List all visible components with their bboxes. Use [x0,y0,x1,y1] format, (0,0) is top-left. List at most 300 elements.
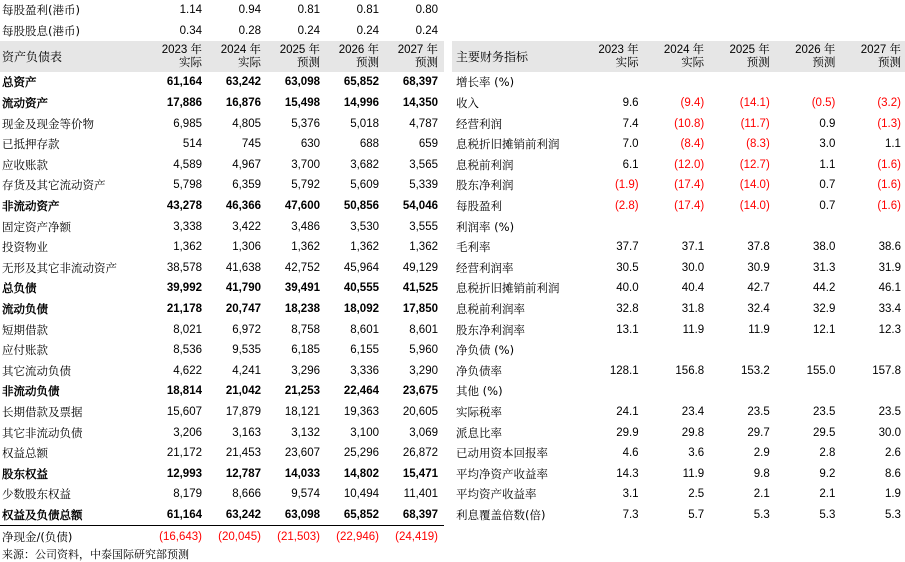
value-cell: 3,336 [350,364,379,377]
value-cell: 8,601 [409,323,438,336]
value-cell: (0.5) [811,97,836,110]
value-cell: 12,993 [166,467,202,480]
value-cell: (12.0) [674,158,705,171]
value-cell: 40.0 [616,282,639,295]
value-cell: 47,600 [284,200,320,213]
value-cell: 1.1 [819,158,836,171]
year-label: 2025 年 [729,43,770,56]
value-cell: 9.8 [753,467,770,480]
value-cell: 3,296 [291,364,320,377]
value-cell: 0.28 [238,24,261,37]
value-cell: (16,643) [159,530,202,543]
indicator-row [452,463,905,484]
value-cell: (1.6) [877,200,901,213]
value-cell: (17.4) [674,179,705,192]
value-cell: 5,339 [409,179,438,192]
value-cell: 8,021 [173,323,202,336]
balance-sheet-row [0,134,444,155]
value-cell: 1.1 [884,138,901,151]
value-cell: 2.5 [688,488,705,501]
value-cell: (14.0) [739,200,770,213]
value-cell: 3,555 [409,220,438,233]
value-cell: 3,132 [291,426,320,439]
value-cell: 21,253 [284,385,320,398]
value-cell: (8.4) [680,138,705,151]
row-label: 派息比率 [456,425,502,440]
row-label: 收入 [456,96,479,111]
value-cell: 3,700 [291,158,320,171]
indicator-row [452,422,905,443]
value-cell: 0.80 [415,4,438,17]
value-cell: 6.1 [622,158,639,171]
value-cell: 61,164 [166,508,202,521]
header-title: 资产负债表 [2,50,63,65]
year-type-label: 预测 [415,56,438,69]
value-cell: 44.2 [812,282,836,295]
value-cell: 23,675 [402,385,438,398]
value-cell: (11.7) [740,117,770,130]
value-cell: 5.3 [753,508,770,521]
value-cell: 38.6 [878,241,901,254]
header-year-cell [839,44,905,70]
row-label: 总资产 [2,75,37,90]
value-cell: 18,238 [284,303,320,316]
value-cell: (1.6) [877,179,901,192]
value-cell: 6,359 [232,179,261,192]
header-year-cell [643,44,709,70]
value-cell: 9.2 [819,467,836,480]
value-cell: 514 [182,138,202,151]
value-cell: (17.4) [674,200,705,213]
value-cell: 5,798 [173,179,202,192]
value-cell: 68,397 [402,76,438,89]
indicator-row [452,299,905,320]
indicator-row [452,216,905,237]
value-cell: (1.9) [614,179,639,192]
value-cell: 46.1 [878,282,901,295]
value-cell: 23.5 [812,405,836,418]
value-cell: 38,578 [166,261,202,274]
row-label: 非流动负债 [2,384,60,399]
value-cell: 2.6 [884,447,901,460]
value-cell: 18,092 [343,303,379,316]
value-cell: 155.0 [806,364,836,377]
value-cell: 37.1 [681,241,705,254]
net-cash-row [0,526,444,547]
balance-sheet-row [0,319,444,340]
indicators-header [452,41,905,72]
value-cell: 10,494 [343,488,379,501]
indicator-row [452,505,905,526]
row-label: 毛利率 [456,240,491,255]
row-label: 无形及其它非流动资产 [2,260,117,275]
value-cell: 156.8 [675,364,705,377]
value-cell: 0.34 [179,24,202,37]
year-label: 2026 年 [338,43,379,56]
indicator-row [452,93,905,114]
value-cell: 5.3 [819,508,836,521]
balance-sheet-row [0,155,444,176]
row-label: 已抵押存款 [2,137,60,152]
year-type-label: 预测 [297,56,320,69]
value-cell: 18,121 [284,405,320,418]
value-cell: (20,045) [218,530,261,543]
value-cell: 659 [418,138,438,151]
value-cell: 0.7 [819,179,836,192]
row-label: 经营利润 [456,116,502,131]
header-year-cell [708,44,774,70]
year-type-label: 预测 [877,56,901,69]
value-cell: 0.24 [356,24,379,37]
value-cell: 14,033 [284,467,320,480]
value-cell: 11.9 [748,323,770,336]
value-cell: 3,486 [291,220,320,233]
value-cell: 4,967 [232,158,261,171]
balance-sheet-table [0,0,444,547]
value-cell: 31.9 [878,261,901,274]
row-label: 平均净资产收益率 [456,466,548,481]
row-label: 现金及现金等价物 [2,116,94,131]
row-label: 存货及其它流动资产 [2,178,106,193]
row-label: 股东净利润 [456,178,514,193]
row-label: 其它非流动负债 [2,425,83,440]
indicator-row [452,319,905,340]
value-cell: 14,350 [402,97,438,110]
header-year-cell [774,44,840,70]
year-type-label: 实际 [238,56,261,69]
value-cell: 42.7 [747,282,770,295]
year-label: 2024 年 [663,43,705,56]
value-cell: 63,098 [284,76,320,89]
value-cell: 3,163 [232,426,261,439]
value-cell: 0.24 [415,24,438,37]
value-cell: 42,752 [284,261,320,274]
value-cell: 4,787 [409,117,438,130]
value-cell: 9.6 [622,97,639,110]
value-cell: 11,401 [403,488,438,501]
value-cell: 4,589 [173,158,202,171]
value-cell: 8,666 [232,488,261,501]
row-label: 非流动资产 [2,199,60,214]
header-year-cell [577,44,643,70]
value-cell: 30.9 [747,261,770,274]
value-cell: 3.0 [819,138,836,151]
value-cell: 12.3 [878,323,901,336]
value-cell: 18,814 [166,385,202,398]
value-cell: 4,805 [232,117,261,130]
balance-sheet-row [0,361,444,382]
value-cell: 45,964 [343,261,379,274]
value-cell: 30.0 [878,426,901,439]
value-cell: 3,290 [409,364,438,377]
value-cell: 7.4 [622,117,639,130]
balance-sheet-row [0,216,444,237]
value-cell: 29.5 [812,426,836,439]
value-cell: 63,242 [225,508,261,521]
value-cell: 5,960 [409,344,438,357]
value-cell: 6,985 [173,117,202,130]
balance-sheet-header [0,41,444,72]
header-year-cell [265,44,324,70]
value-cell: 5,376 [291,117,320,130]
row-label: 利润率 (%) [456,219,515,234]
value-cell: 0.81 [297,4,320,17]
indicator-row [452,175,905,196]
value-cell: 63,098 [284,508,320,521]
year-label: 2024 年 [220,43,261,56]
value-cell: 0.81 [356,4,379,17]
row-label: 其它流动负债 [2,363,71,378]
balance-sheet-row [0,93,444,114]
value-cell: 17,886 [166,97,202,110]
year-type-label: 预测 [812,56,836,69]
indicator-row [452,258,905,279]
value-cell: 29.7 [747,426,770,439]
value-cell: 9,535 [232,344,261,357]
year-type-label: 预测 [746,56,770,69]
value-cell: (12.7) [739,158,770,171]
year-label: 2026 年 [795,43,836,56]
value-cell: 20,747 [225,303,261,316]
balance-sheet-row [0,175,444,196]
balance-sheet-row [0,422,444,443]
value-cell: 3,338 [173,220,202,233]
value-cell: 30.0 [681,261,705,274]
year-label: 2023 年 [161,43,202,56]
value-cell: (14.0) [739,179,770,192]
row-label: 应收账款 [2,157,48,172]
value-cell: 1.14 [179,4,202,17]
year-type-label: 实际 [681,56,705,69]
value-cell: 41,525 [402,282,438,295]
value-cell: 0.94 [238,4,261,17]
value-cell: 5,792 [291,179,320,192]
row-label: 权益及负债总额 [2,507,83,522]
source-note: 来源：公司资料，中泰国际研究部预测 [2,548,189,561]
value-cell: 745 [241,138,261,151]
value-cell: 23.5 [747,405,770,418]
value-cell: 1,362 [350,241,379,254]
row-label: 每股盈利(港币) [2,3,80,18]
value-cell: 32.4 [747,303,770,316]
indicator-row [452,113,905,134]
value-cell: 33.4 [878,303,901,316]
value-cell: 39,992 [166,282,202,295]
value-cell: 15,498 [284,97,320,110]
row-label: 息税前利润率 [456,302,525,317]
year-type-label: 预测 [356,56,379,69]
value-cell: 32.8 [616,303,639,316]
value-cell: 20,605 [402,405,438,418]
value-cell: (8.3) [746,138,770,151]
row-label: 息税前利润 [456,157,514,172]
value-cell: 5,018 [350,117,379,130]
value-cell: 3,206 [173,426,202,439]
value-cell: 9,574 [291,488,320,501]
value-cell: 6,185 [291,344,320,357]
value-cell: 37.7 [616,241,639,254]
value-cell: 38.0 [812,241,836,254]
value-cell: 8,758 [291,323,320,336]
eps-dps-row [0,0,444,21]
eps-dps-row [0,21,444,42]
value-cell: (2.8) [614,200,639,213]
value-cell: 31.8 [681,303,705,316]
value-cell: 0.7 [819,200,836,213]
balance-sheet-row [0,381,444,402]
indicator-row [452,402,905,423]
value-cell: 14,996 [343,97,379,110]
balance-sheet-row [0,258,444,279]
balance-sheet-row [0,484,444,505]
value-cell: 1,362 [291,241,320,254]
row-label: 每股股息(港币) [2,23,80,38]
header-year-cell [383,44,442,70]
value-cell: 1.9 [884,488,901,501]
value-cell: 41,790 [225,282,261,295]
value-cell: 6,155 [350,344,379,357]
value-cell: 128.1 [609,364,639,377]
value-cell: 21,042 [225,385,261,398]
value-cell: 12.1 [812,323,836,336]
indicator-row [452,134,905,155]
value-cell: 29.8 [681,426,705,439]
balance-sheet-row [0,463,444,484]
value-cell: 8,179 [173,488,202,501]
value-cell: 11.9 [682,323,705,336]
indicator-row [452,155,905,176]
value-cell: 4,622 [173,364,202,377]
value-cell: 26,872 [402,447,438,460]
value-cell: 17,850 [402,303,438,316]
value-cell: 1,362 [173,241,202,254]
value-cell: 3,069 [409,426,438,439]
row-label: 股东权益 [2,466,48,481]
indicator-row [452,381,905,402]
row-label: 息税折旧摊销前利润 [456,281,560,296]
value-cell: 21,453 [225,447,261,460]
balance-sheet-row [0,72,444,93]
value-cell: 39,491 [284,282,320,295]
row-label: 净负债 (%) [456,343,515,358]
value-cell: 11.9 [682,467,705,480]
value-cell: 65,852 [343,76,379,89]
value-cell: 63,242 [225,76,261,89]
value-cell: 8,536 [173,344,202,357]
row-label: 净现金/(负债) [2,529,73,544]
value-cell: 41,638 [225,261,261,274]
balance-sheet-row [0,237,444,258]
value-cell: 17,879 [225,405,261,418]
row-label: 息税折旧摊销前利润 [456,137,560,152]
value-cell: (10.8) [674,117,705,130]
indicator-row [452,340,905,361]
value-cell: 49,129 [402,261,438,274]
year-type-label: 实际 [615,56,639,69]
value-cell: (1.3) [877,117,901,130]
header-year-cell [324,44,383,70]
value-cell: 43,278 [166,200,202,213]
balance-sheet-row [0,340,444,361]
value-cell: 3,682 [350,158,379,171]
balance-sheet-row [0,299,444,320]
value-cell: 50,856 [343,200,379,213]
value-cell: 5,609 [350,179,379,192]
key-financial-indicators-table [452,0,905,525]
row-label: 股东净利润率 [456,322,525,337]
value-cell: 30.5 [616,261,639,274]
row-label: 应付账款 [2,343,48,358]
value-cell: 40.4 [681,282,705,295]
balance-sheet-row [0,278,444,299]
value-cell: 688 [359,138,379,151]
value-cell: 21,172 [166,447,202,460]
value-cell: 6,972 [232,323,261,336]
value-cell: 65,852 [343,508,379,521]
value-cell: 22,464 [343,385,379,398]
value-cell: 4,241 [232,364,261,377]
value-cell: 8,601 [350,323,379,336]
value-cell: (22,946) [336,530,379,543]
value-cell: 4.6 [622,447,639,460]
value-cell: 31.3 [812,261,836,274]
value-cell: 46,366 [225,200,261,213]
value-cell: 12,787 [225,467,261,480]
value-cell: 15,607 [166,405,202,418]
year-label: 2025 年 [279,43,320,56]
value-cell: (9.4) [680,97,705,110]
value-cell: 3,565 [409,158,438,171]
row-label: 固定资产净额 [2,219,71,234]
value-cell: 13.1 [616,323,639,336]
indicator-row [452,72,905,93]
value-cell: 153.2 [741,364,770,377]
row-label: 平均资产收益率 [456,487,537,502]
value-cell: (21,503) [277,530,320,543]
header-title: 主要财务指标 [456,50,529,65]
value-cell: 37.8 [747,241,770,254]
row-label: 经营利润率 [456,260,514,275]
value-cell: 2.1 [753,488,770,501]
value-cell: 5.3 [884,508,901,521]
balance-sheet-row [0,505,444,527]
indicator-row [452,237,905,258]
year-type-label: 实际 [179,56,202,69]
value-cell: 40,555 [343,282,379,295]
value-cell: 3.1 [622,488,639,501]
balance-sheet-row [0,402,444,423]
value-cell: 14,802 [343,467,379,480]
indicator-row [452,196,905,217]
value-cell: 630 [300,138,320,151]
value-cell: 157.8 [872,364,901,377]
year-label: 2023 年 [598,43,639,56]
indicator-row [452,443,905,464]
row-label: 流动资产 [2,96,48,111]
value-cell: 16,876 [225,97,261,110]
row-label: 其他 (%) [456,384,503,399]
value-cell: 1,362 [409,241,438,254]
header-year-cell [206,44,265,70]
value-cell: 1,306 [232,241,261,254]
year-label: 2027 年 [860,43,901,56]
row-label: 已动用资本回报率 [456,446,548,461]
value-cell: 7.3 [622,508,639,521]
value-cell: (1.6) [877,158,901,171]
value-cell: 3,100 [350,426,379,439]
indicator-row [452,361,905,382]
value-cell: 14.3 [616,467,639,480]
